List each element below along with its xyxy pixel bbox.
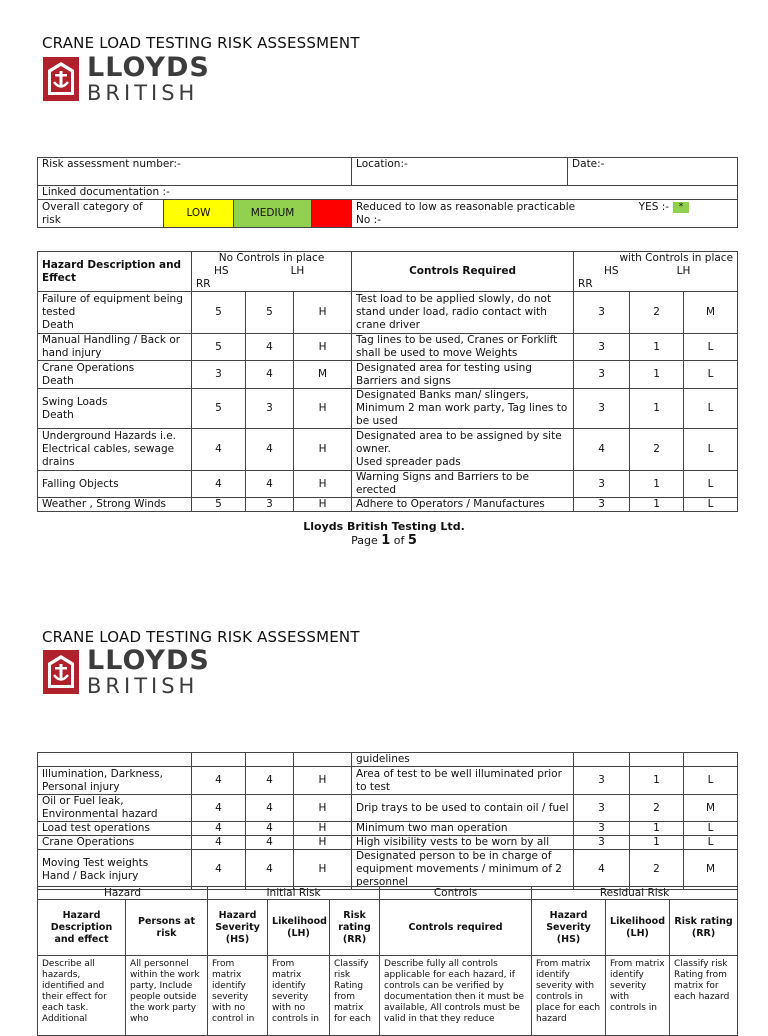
cell-rr1: H (294, 850, 352, 890)
cell-hs2: 3 (574, 795, 630, 822)
matrix-header-4: Risk rating (RR) (330, 900, 380, 956)
cell-rr2 (684, 753, 738, 767)
cell-hazard: Oil or Fuel leak, Environmental hazard (38, 795, 192, 822)
cell-lh1: 4 (246, 822, 294, 836)
cell-hazard: Failure of equipment being tested Death (38, 292, 192, 334)
hazard-header: Hazard Description and Effect (38, 252, 192, 292)
table-row (38, 389, 738, 429)
cell-rr1: H (294, 767, 352, 795)
cell-lh1: 3 (246, 389, 294, 429)
cell-hs1: 5 (192, 498, 246, 512)
overall-category-label: Overall category of risk (38, 200, 164, 228)
cell-rr1: M (294, 361, 352, 389)
cell-rr2: L (684, 822, 738, 836)
cell-control: Drip trays to be used to contain oil / fuel (352, 795, 574, 822)
cell-rr1: H (294, 429, 352, 471)
logo-line2: BRITISH (87, 674, 199, 698)
cell-hazard: Crane Operations (38, 836, 192, 850)
cell-hs2: 3 (574, 292, 630, 334)
company-footer: Lloyds British Testing Ltd. (303, 520, 465, 533)
rr-label-2: RR (578, 278, 593, 290)
date-label: Date:- (568, 158, 738, 186)
cell-lh2: 1 (630, 334, 684, 361)
page-num: 1 (381, 533, 391, 548)
cell-hs2: 4 (574, 850, 630, 890)
cell-control: High visibility vests to be worn by all (352, 836, 574, 850)
cell-hs2: 3 (574, 498, 630, 512)
matrix-description-7: From matrix identify severity with controls in (606, 956, 670, 1036)
cell-hs1: 5 (192, 389, 246, 429)
table-row (38, 292, 738, 334)
cell-lh1: 4 (246, 767, 294, 795)
controls-required-header: Controls Required (352, 252, 574, 292)
cell-lh2: 2 (630, 292, 684, 334)
risk-matrix-table (37, 886, 738, 1036)
cell-rr1: H (294, 795, 352, 822)
low-badge: LOW (164, 200, 234, 228)
cell-rr2: M (684, 292, 738, 334)
cell-rr2: L (684, 429, 738, 471)
cell-rr1: H (294, 292, 352, 334)
reduced-label: Reduced to low as reasonable practicable (356, 201, 576, 213)
cell-hazard: Illumination, Darkness, Personal injury (38, 767, 192, 795)
cell-lh1 (246, 753, 294, 767)
no-controls-label: No Controls in place (218, 252, 325, 264)
cell-hs2: 3 (574, 334, 630, 361)
cell-hs1: 5 (192, 292, 246, 334)
cell-lh1: 4 (246, 334, 294, 361)
cell-hazard: Weather , Strong Winds (38, 498, 192, 512)
cell-hs2: 3 (574, 389, 630, 429)
cell-lh1: 4 (246, 850, 294, 890)
table-row (38, 850, 738, 890)
cell-control: guidelines (352, 753, 574, 767)
cell-lh2: 2 (630, 795, 684, 822)
cell-lh1: 4 (246, 836, 294, 850)
matrix-header-1: Persons at risk (126, 900, 208, 956)
cell-lh1: 3 (246, 498, 294, 512)
cell-hs2 (574, 753, 630, 767)
cell-rr2: L (684, 389, 738, 429)
table-row (38, 498, 738, 512)
hs-label-1: HS (214, 265, 229, 277)
cell-control: Area of test to be well illuminated prior to test (352, 767, 574, 795)
cell-hazard (38, 753, 192, 767)
cell-hs2: 3 (574, 767, 630, 795)
cell-hs2: 3 (574, 836, 630, 850)
with-controls-label: with Controls in place (619, 252, 734, 264)
cell-hs2: 3 (574, 471, 630, 498)
medium-badge: MEDIUM (234, 200, 312, 228)
table-row (38, 795, 738, 822)
cell-hs1: 4 (192, 850, 246, 890)
cell-rr1: H (294, 334, 352, 361)
high-badge: HIGH (312, 200, 352, 228)
cell-hs1: 4 (192, 836, 246, 850)
table-row (38, 822, 738, 836)
table-row (38, 767, 738, 795)
cell-rr2: M (684, 850, 738, 890)
table-row (38, 836, 738, 850)
cell-hs1: 3 (192, 361, 246, 389)
matrix-description-3: From matrix identify severity with no controls in (268, 956, 330, 1036)
table-row (38, 334, 738, 361)
matrix-header-5: Controls required (380, 900, 532, 956)
of-label: of (393, 534, 405, 547)
cell-rr1: H (294, 471, 352, 498)
cell-hazard: Load test operations (38, 822, 192, 836)
logo-line2: BRITISH (87, 81, 199, 105)
cell-lh2: 2 (630, 429, 684, 471)
cell-hazard: Manual Handling / Back or hand injury (38, 334, 192, 361)
cell-control: Designated Banks man/ slingers, Minimum 2 man work party, Tag lines to be used (352, 389, 574, 429)
cell-rr2: L (684, 361, 738, 389)
cell-control: Warning Signs and Barriers to be erected (352, 471, 574, 498)
cell-hazard: Underground Hazards i.e. Electrical cables, sewage drains (38, 429, 192, 471)
cell-lh2: 1 (630, 361, 684, 389)
location-label: Location:- (352, 158, 568, 186)
lh-label-2: LH (676, 265, 691, 277)
cell-control: Minimum two man operation (352, 822, 574, 836)
cell-hs2: 3 (574, 361, 630, 389)
cell-rr1: H (294, 836, 352, 850)
cell-hazard: Moving Test weights Hand / Back injury (38, 850, 192, 890)
yes-group (639, 201, 689, 214)
matrix-description-1: All personnel within the work party, Include people outside the work party who (126, 956, 208, 1036)
page2-title: CRANE LOAD TESTING RISK ASSESSMENT (42, 628, 360, 646)
risk-table-page1 (37, 251, 738, 512)
table-row (38, 429, 738, 471)
caption-initial-risk: Initial Risk (208, 887, 380, 900)
cell-hs1: 4 (192, 822, 246, 836)
cell-rr1: H (294, 822, 352, 836)
matrix-description-0: Describe all hazards, identified and their effect for each task. Additional (38, 956, 126, 1036)
matrix-description-6: From matrix identify severity with controls in place for each hazard (532, 956, 606, 1036)
table-row (38, 471, 738, 498)
page2-logo (43, 645, 210, 698)
cell-lh2: 1 (630, 471, 684, 498)
lloyds-shield-icon (43, 650, 79, 694)
yes-mark: * (673, 202, 689, 213)
cell-lh2: 1 (630, 389, 684, 429)
cell-rr2: L (684, 498, 738, 512)
cell-lh2: 1 (630, 822, 684, 836)
matrix-header-0: Hazard Description and effect (38, 900, 126, 956)
logo-line1: LLOYDS (87, 645, 210, 676)
hs-label-2: HS (604, 265, 619, 277)
cell-control: Test load to be applied slowly, do not stand under load, radio contact with crane driver (352, 292, 574, 334)
lh-label-1: LH (290, 265, 305, 277)
cell-lh1: 5 (246, 292, 294, 334)
cell-lh1: 4 (246, 471, 294, 498)
cell-hs2: 3 (574, 822, 630, 836)
table-row (38, 361, 738, 389)
cell-control: Adhere to Operators / Manufactures (352, 498, 574, 512)
lloyds-shield-icon (43, 57, 79, 101)
caption-controls: Controls (380, 887, 532, 900)
cell-rr1: H (294, 498, 352, 512)
caption-residual-risk: Residual Risk (532, 887, 738, 900)
cell-lh2: 1 (630, 836, 684, 850)
matrix-header-6: Hazard Severity (HS) (532, 900, 606, 956)
cell-rr2: L (684, 334, 738, 361)
reduced-cell (352, 200, 738, 228)
cell-lh1: 4 (246, 795, 294, 822)
page-total: 5 (407, 533, 417, 548)
rr-label-1: RR (196, 278, 211, 290)
cell-hs1 (192, 753, 246, 767)
cell-hs1: 4 (192, 795, 246, 822)
page1-logo (43, 52, 210, 105)
matrix-description-8: Classify risk Rating from matrix for each hazard (670, 956, 738, 1036)
cell-lh2: 1 (630, 498, 684, 512)
cell-lh2: 2 (630, 850, 684, 890)
info-table (37, 157, 738, 228)
matrix-header-3: Likelihood (LH) (268, 900, 330, 956)
cell-hs1: 4 (192, 429, 246, 471)
cell-rr1: H (294, 389, 352, 429)
page-label: Page (351, 534, 378, 547)
cell-control: Designated person to be in charge of equipment movements / minimum of 2 personnel (352, 850, 574, 890)
caption-hazard: Hazard (38, 887, 208, 900)
no-controls-header (192, 252, 352, 292)
no-label: No :- (356, 214, 381, 226)
matrix-header-8: Risk rating (RR) (670, 900, 738, 956)
cell-lh2 (630, 753, 684, 767)
risk-table-page2 (37, 752, 738, 890)
cell-rr1 (294, 753, 352, 767)
matrix-header-2: Hazard Severity (HS) (208, 900, 268, 956)
cell-hazard: Falling Objects (38, 471, 192, 498)
cell-control: Designated area to be assigned by site owner. Used spreader pads (352, 429, 574, 471)
table-row (38, 753, 738, 767)
cell-rr2: L (684, 767, 738, 795)
cell-lh2: 1 (630, 767, 684, 795)
cell-rr2: L (684, 471, 738, 498)
cell-hazard: Crane Operations Death (38, 361, 192, 389)
matrix-description-4: Classify risk Rating from matrix for each (330, 956, 380, 1036)
cell-lh1: 4 (246, 361, 294, 389)
page-number (0, 533, 768, 548)
with-controls-header (574, 252, 738, 292)
cell-rr2: M (684, 795, 738, 822)
cell-hs1: 4 (192, 767, 246, 795)
cell-hs1: 4 (192, 471, 246, 498)
cell-lh1: 4 (246, 429, 294, 471)
logo-line1: LLOYDS (87, 52, 210, 83)
cell-control: Designated area for testing using Barriers and signs (352, 361, 574, 389)
cell-rr2: L (684, 836, 738, 850)
risk-assessment-number-label: Risk assessment number:- (38, 158, 352, 186)
matrix-description-5: Describe fully all controls applicable for each hazard, if controls can be verified by documentation then it must be available, All controls must be valid in that they reduce (380, 956, 532, 1036)
cell-hs2: 4 (574, 429, 630, 471)
cell-hs1: 5 (192, 334, 246, 361)
cell-hazard: Swing Loads Death (38, 389, 192, 429)
linked-documentation-label: Linked documentation :- (38, 186, 738, 200)
page1-title: CRANE LOAD TESTING RISK ASSESSMENT (42, 34, 360, 52)
matrix-description-2: From matrix identify severity with no control in (208, 956, 268, 1036)
yes-label: YES :- (638, 201, 670, 213)
cell-control: Tag lines to be used, Cranes or Forklift shall be used to move Weights (352, 334, 574, 361)
matrix-header-7: Likelihood (LH) (606, 900, 670, 956)
